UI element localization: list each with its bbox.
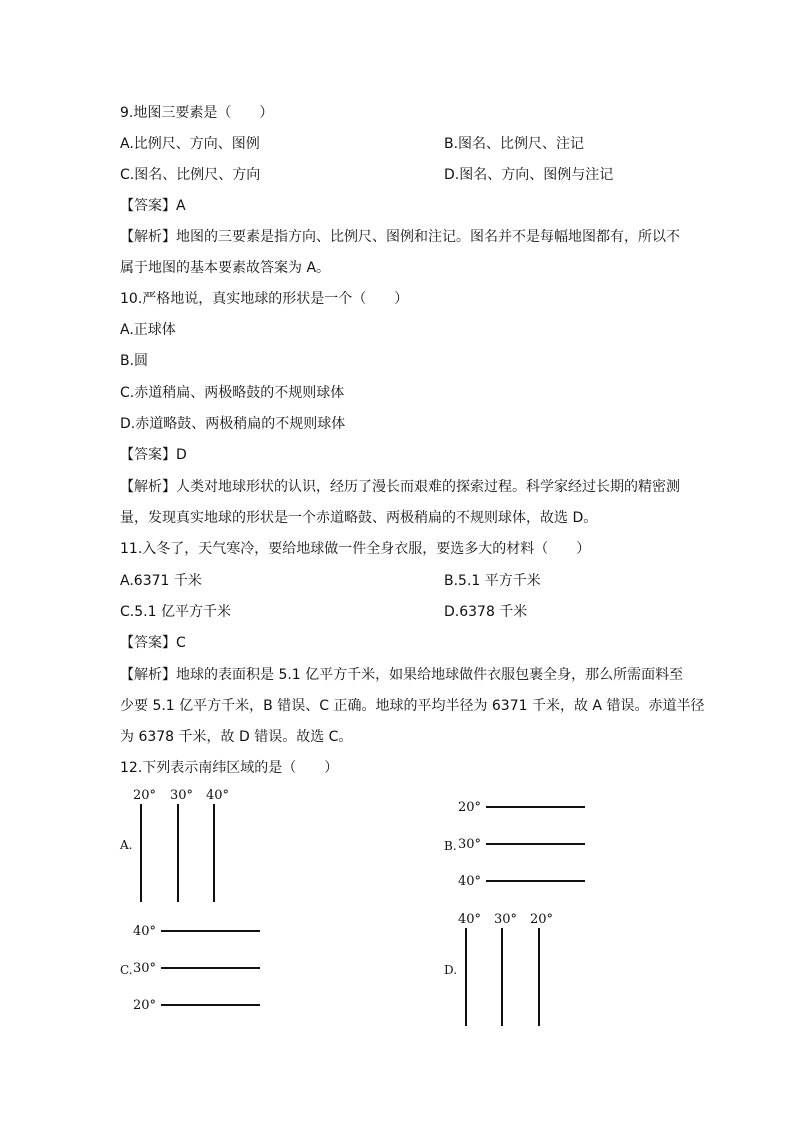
figure-c-deg-label: 30° <box>133 961 157 976</box>
q11-option-c: C.5.1 亿平方千米 <box>120 604 231 620</box>
q11-option-d: D.6378 千米 <box>444 604 528 620</box>
figure-a-line <box>213 804 215 902</box>
q11-answer: 【答案】C <box>120 635 186 651</box>
q9-option-b: B.图名、比例尺、注记 <box>444 136 585 152</box>
q10-option-d: D.赤道略鼓、两极稍扁的不规则球体 <box>120 416 346 432</box>
figure-b-deg-label: 40° <box>458 874 482 889</box>
figure-d-line <box>501 928 503 1026</box>
figure-a-line <box>140 804 142 902</box>
q10-option-b: B.圆 <box>120 353 149 369</box>
figure-a-deg-label: 40° <box>206 788 230 803</box>
q9-option-d: D.图名、方向、图例与注记 <box>444 167 614 183</box>
q9-stem: 9.地图三要素是（ ） <box>120 105 274 121</box>
figure-a-line <box>177 804 179 902</box>
figure-c-line <box>161 967 260 969</box>
q11-analysis-line-1: 【解析】地球的表面积是 5.1 亿平方千米，如果给地球做件衣服包裹全身，那么所需面料至 <box>120 667 684 683</box>
q10-option-c: C.赤道稍扁、两极略鼓的不规则球体 <box>120 385 345 401</box>
figure-a-deg-label: 20° <box>133 788 157 803</box>
figure-b-line <box>486 806 585 808</box>
figure-b-line <box>486 843 585 845</box>
figure-b-option-label: B. <box>444 839 457 853</box>
q11-stem: 11.入冬了，天气寒冷，要给地球做一件全身衣服，要选多大的材料（ ） <box>120 541 591 557</box>
figure-a-deg-label: 30° <box>170 788 194 803</box>
q9-answer: 【答案】A <box>120 198 186 214</box>
figure-d-deg-label: 30° <box>494 912 518 927</box>
q11-analysis-line-3: 为 6378 千米，故 D 错误。故选 C。 <box>120 729 353 745</box>
q10-option-a: A.正球体 <box>120 322 176 338</box>
q10-analysis-line-1: 【解析】人类对地球形状的认识，经历了漫长而艰难的探索过程。科学家经过长期的精密测 <box>120 479 680 495</box>
q10-stem: 10.严格地说，真实地球的形状是一个（ ） <box>120 291 409 307</box>
q9-option-a: A.比例尺、方向、图例 <box>120 136 260 152</box>
figure-a-option-label: A. <box>120 838 133 852</box>
q9-analysis-line-1: 【解析】地图的三要素是指方向、比例尺、图例和注记。图名并不是每幅地图都有，所以不 <box>120 229 680 245</box>
q11-option-b: B.5.1 平方千米 <box>444 573 541 589</box>
figure-d-deg-label: 20° <box>530 912 554 927</box>
q9-option-c: C.图名、比例尺、方向 <box>120 167 261 183</box>
figure-c-option-label: C. <box>120 963 133 977</box>
figure-d-line <box>538 928 540 1026</box>
figure-b-deg-label: 20° <box>458 800 482 815</box>
figure-c-deg-label: 40° <box>133 924 157 939</box>
figure-c-deg-label: 20° <box>133 998 157 1013</box>
q10-analysis-line-2: 量，发现真实地球的形状是一个赤道略鼓、两极稍扁的不规则球体，故选 D。 <box>120 510 598 526</box>
q10-answer: 【答案】D <box>120 447 187 463</box>
q11-analysis-line-2: 少要 5.1 亿平方千米，B 错误、C 正确。地球的平均半径为 6371 千米，故 A 错误。赤道半径 <box>120 698 705 714</box>
q12-stem: 12.下列表示南纬区域的是（ ） <box>120 760 339 776</box>
figure-d-line <box>465 928 467 1026</box>
figure-b-line <box>486 880 585 882</box>
q9-analysis-line-2: 属于地图的基本要素故答案为 A。 <box>120 260 331 276</box>
figure-c-line <box>161 930 260 932</box>
q11-option-a: A.6371 千米 <box>120 573 202 589</box>
figure-c-line <box>161 1004 260 1006</box>
figure-b-deg-label: 30° <box>458 837 482 852</box>
figure-d-option-label: D. <box>444 963 458 977</box>
figure-d-deg-label: 40° <box>458 912 482 927</box>
